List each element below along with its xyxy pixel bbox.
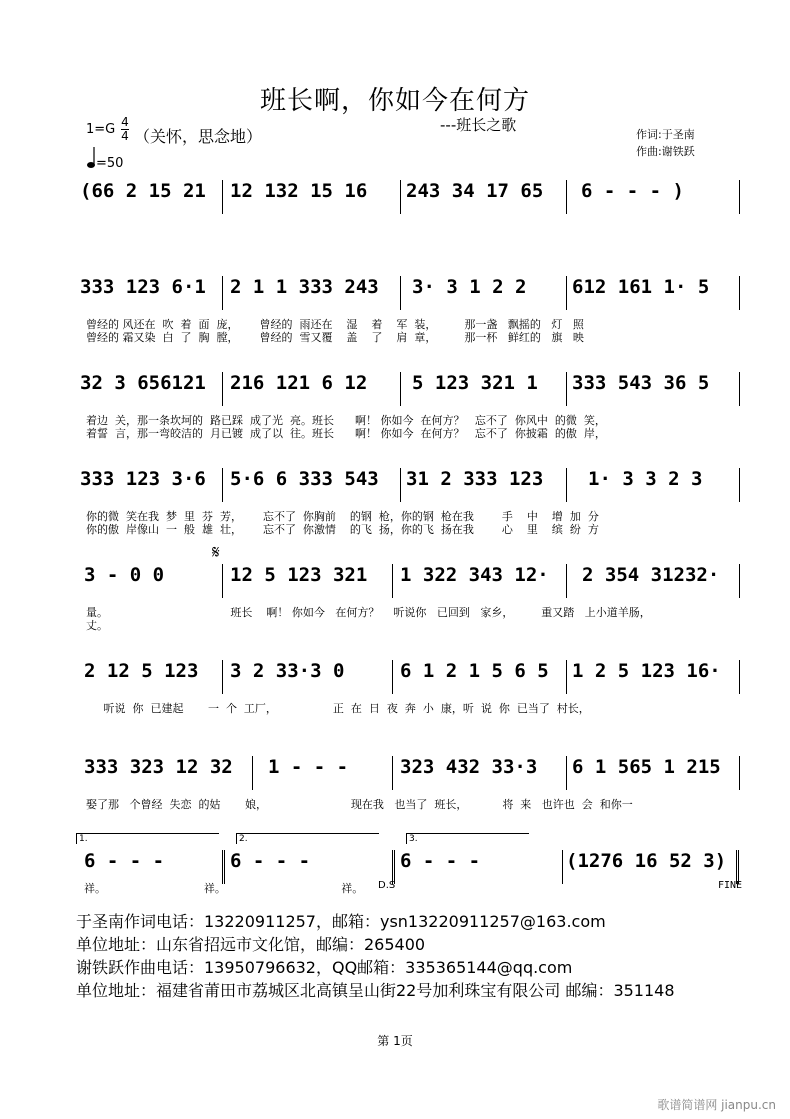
time-signature-top: 4: [121, 115, 129, 129]
notes-line: [76, 564, 740, 594]
ds-mark: D.S: [378, 880, 396, 891]
lyrics-verse-1: 听说 你 已建起 一 个 工厂， 正 在 日 夜 奔 小 康，听 说 你 已当了 村长，: [86, 702, 590, 715]
measure: 6 - - - ): [581, 180, 684, 202]
measure: (66 2 15 21: [80, 180, 206, 202]
measure: 6 1 2 1 5 6 5: [400, 660, 549, 682]
segno-icon: 𝄋: [212, 542, 220, 563]
measure: 12 5 123 321: [230, 564, 368, 586]
measure: 3 - 0 0: [84, 564, 165, 586]
lyrics-verse-2: 丈。: [86, 619, 108, 632]
measure: 32 3 656121: [80, 372, 206, 394]
time-signature-bottom: 4: [121, 129, 129, 143]
measure: 5·6 6 333 543: [230, 468, 379, 490]
measure: 5 123 321 1: [412, 372, 538, 394]
composer-contact: 谢铁跃作曲电话：13950796632，QQ邮箱：335365144@qq.com: [76, 958, 573, 977]
lyrics-verse-2: 你的傲 岸像山 一 般 雄 壮， 忘不了 你激情 的飞 扬，你的飞 扬在我 心 里 缤 纷 方: [86, 523, 599, 536]
lyricist-contact: 于圣南作词电话：13220911257，邮箱：ysn13220911257@163.com: [76, 912, 606, 931]
measure: 333 123 3·6: [80, 468, 206, 490]
measure: 2 354 31232·: [582, 564, 720, 586]
notes-line: [76, 372, 740, 402]
measure: 3 2 33·3 0: [230, 660, 345, 682]
notes-line: [76, 180, 740, 210]
measure: 1 2 5 123 16·: [572, 660, 721, 682]
measure: 3· 3 1 2 2: [412, 276, 527, 298]
volta-second: 2.: [236, 833, 379, 844]
notes-line: [76, 850, 740, 880]
volta-third: 3.: [406, 833, 529, 844]
measure: 333 323 12 32: [84, 756, 233, 778]
measure: 2 1 1 333 243: [230, 276, 379, 298]
measure: 12 132 15 16: [230, 180, 368, 202]
measure: 243 34 17 65: [406, 180, 544, 202]
quarter-note-icon: [86, 145, 96, 169]
expression-mark: （关怀，思念地）: [134, 127, 263, 146]
lyrics-verse-2: 着誓 言，那一弯皎洁的 月已镀 成了以 往。班长 啊！ 你如今 在何方？ 忘不了 你披霜 的傲 岸，: [86, 427, 606, 440]
measure: 323 432 33·3: [400, 756, 538, 778]
lyrics-verse-2: 曾经的 霜又染 白 了 胸 膛， 曾经的 雪又覆 盖 了 肩 章， 那一杯 鲜红的 旗 映: [86, 331, 584, 344]
lyrics-verse-1: 量。 班长 啊！ 你如今 在何方？ 听说你 已回到 家乡， 重又踏 上小道羊肠，: [86, 606, 651, 619]
lyrics-verse-1: 娶了那 个曾经 失恋 的姑 娘， 现在我 也当了 班长， 将 来 也许也 会 和你一: [86, 798, 633, 811]
measure: 6 - - -: [230, 850, 311, 872]
lyrics-verse-1: 祥。 祥。 祥。: [84, 882, 364, 895]
lyrics-verse-1: 你的微 笑在我 梦 里 芬 芳， 忘不了 你胸前 的钢 枪，你的钢 枪在我 手 中 增 加 分: [86, 510, 599, 523]
composer-address: 单位地址：福建省莆田市荔城区北高镇呈山街22号加利珠宝有限公司 邮编：351148: [76, 981, 675, 1000]
measure: 333 123 6·1: [80, 276, 206, 298]
measure: 2 12 5 123: [84, 660, 199, 682]
song-subtitle: ---班长之歌: [440, 116, 517, 134]
measure: 612 161 1· 5: [572, 276, 710, 298]
lyricist-address: 单位地址：山东省招远市文化馆，邮编：265400: [76, 935, 426, 954]
measure: 1· 3 3 2 3: [588, 468, 703, 490]
lyrics-verse-1: 着边 关，那一条坎坷的 路已踩 成了光 亮。班长 啊！ 你如今 在何方？ 忘不了 你风中 的微 笑，: [86, 414, 606, 427]
notes-line: [76, 468, 740, 498]
measure: 216 121 6 12: [230, 372, 368, 394]
tempo-value: =50: [96, 156, 124, 171]
notes-line: [76, 660, 740, 690]
measure: 6 - - -: [84, 850, 165, 872]
measure: 6 - - -: [400, 850, 481, 872]
fine-mark: FINE: [718, 880, 743, 891]
volta-first: 1.: [76, 833, 219, 844]
contact-info: [76, 910, 675, 1002]
song-title: 班长啊，你如今在何方: [259, 86, 530, 116]
lyrics-verse-1: 曾经的 风还在 吹 着 面 庞， 曾经的 雨还在 湿 着 军 装， 那一盏 飘摇的 灯 照: [86, 318, 584, 331]
lyricist: 作词:于圣南: [636, 128, 695, 141]
measure: 333 543 36 5: [572, 372, 710, 394]
measure: 1 322 343 12·: [400, 564, 549, 586]
key-signature: 1=G: [86, 122, 116, 137]
credits: [636, 126, 695, 160]
measure: 6 1 565 1 215: [572, 756, 721, 778]
notes-line: [76, 276, 740, 306]
measure: 1 - - -: [268, 756, 349, 778]
page-number: 第 1页: [377, 1034, 413, 1048]
composer: 作曲:谢铁跃: [636, 145, 695, 158]
measure: 31 2 333 123: [406, 468, 544, 490]
notes-line: [76, 756, 740, 786]
time-signature: [121, 116, 129, 143]
measure: (1276 16 52 3): [566, 850, 727, 872]
watermark: 歌谱简谱网 jianpu.cn: [657, 1098, 776, 1112]
